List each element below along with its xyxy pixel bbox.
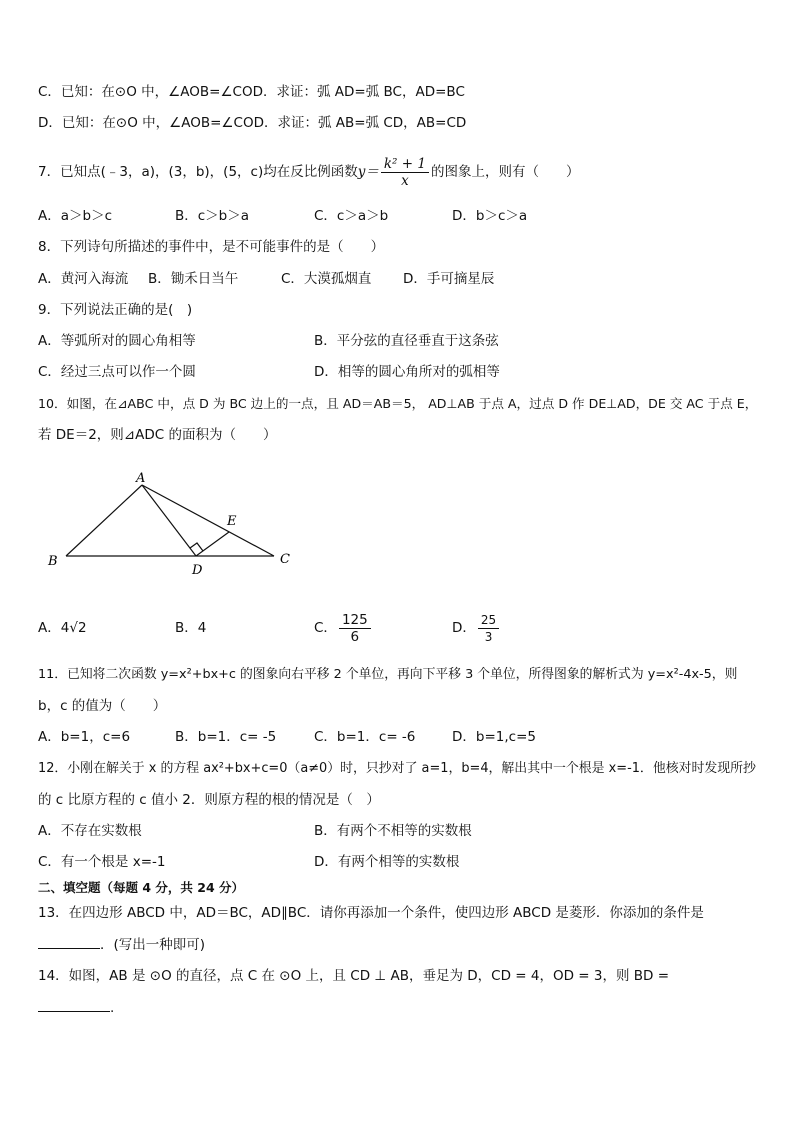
q10-stem-line2: 若 DE＝2，则⊿ADC 的面积为（ ）: [38, 427, 277, 443]
q13-answer-blank[interactable]: [38, 936, 100, 949]
q9-option-d: D．相等的圆心角所对的弧相等: [314, 364, 500, 380]
q10-option-d-den: 3: [484, 630, 493, 644]
q13-stem-line2: [38, 936, 205, 954]
q13-stem-line1: 13．在四边形 ABCD 中，AD＝BC，AD∥BC．请你再添加一个条件，使四边形 ABCD 是菱形．你添加的条件是: [38, 905, 704, 921]
q14-stem: 14．如图，AB 是 ⊙O 的直径，点 C 在 ⊙O 上，且 CD ⊥ AB，垂足为 D，CD = 4，OD = 3，则 BD =: [38, 968, 670, 984]
q10-option-c-num: 125: [339, 612, 371, 629]
q10-option-a-value: 4√2: [60, 620, 87, 636]
q7-option-d: D．b＞c＞a: [452, 208, 528, 224]
q7-option-b: B．c＞b＞a: [175, 208, 250, 224]
q6-option-d: D．已知：在⊙O 中，∠AOB=∠COD．求证：弧 AB=弧 CD，AB=CD: [38, 115, 467, 131]
q8-option-b: B．锄禾日当午: [148, 271, 239, 287]
segment-de: [196, 532, 229, 556]
q10-option-d-prefix: D．: [452, 620, 476, 636]
label-b: B: [48, 554, 58, 569]
q11-option-a: A．b=1，c=6: [38, 729, 131, 745]
q10-stem-line1: 10．如图，在⊿ABC 中，点 D 为 BC 边上的一点，且 AD＝AB＝5， AD⊥AB 于点 A，过点 D 作 DE⊥AD，DE 交 AC 于点 E，: [38, 396, 758, 411]
label-d: D: [192, 563, 203, 578]
q12-stem-line1: 12．小刚在解关于 x 的方程 ax²+bx+c=0（a≠0）时，只抄对了 a=1，b=4，解出其中一个根是 x=-1．他核对时发现所抄: [38, 761, 756, 776]
q10-option-d-num: 25: [478, 612, 499, 629]
q13-stem-tail: ．(写出一种即可): [100, 937, 206, 953]
q7-frac-den: x: [401, 172, 409, 189]
q12-option-a: A．不存在实数根: [38, 823, 142, 839]
q9-stem: 9．下列说法正确的是( ): [38, 302, 193, 318]
q8-option-a: A．黄河入海流: [38, 271, 129, 287]
q7-option-a: A．a＞b＞c: [38, 208, 112, 224]
segment-ab: [66, 485, 142, 556]
q10-option-c-den: 6: [350, 628, 360, 645]
q11-stem-line2: b，c 的值为（ ）: [38, 698, 167, 714]
q12-option-c: C．有一个根是 x=-1: [38, 854, 166, 870]
q12-stem-line2: 的 c 比原方程的 c 值小 2．则原方程的根的情况是（ ）: [38, 792, 380, 808]
q11-option-d: D．b=1,c=5: [452, 729, 536, 745]
label-a: A: [136, 471, 146, 486]
q7-stem-pre: 7．已知点(﹣3，a)，(3，b)，(5，c)均在反比例函数: [38, 164, 358, 180]
q8-stem: 8．下列诗句所描述的事件中，是不可能事件的是（ ）: [38, 239, 385, 255]
q7-option-c: C．c＞a＞b: [314, 208, 389, 224]
q10-option-c-prefix: C．: [314, 620, 337, 636]
q7-frac-num: k² + 1: [381, 156, 429, 173]
q10-option-c-fraction: [339, 612, 371, 645]
q14-end: .: [110, 1000, 115, 1016]
q8-option-c: C．大漠孤烟直: [281, 271, 372, 287]
q14-answer-blank[interactable]: [38, 999, 110, 1012]
q7-stem-post: 的图象上，则有（ ）: [430, 164, 580, 180]
q10-option-c: [314, 606, 373, 650]
q12-option-b: B．有两个不相等的实数根: [314, 823, 472, 839]
q9-option-c: C．经过三点可以作一个圆: [38, 364, 196, 380]
q7-func-y: y＝: [357, 164, 379, 180]
q11-option-b: B．b=1．c= -5: [175, 729, 277, 745]
q11-option-c: C．b=1．c= -6: [314, 729, 416, 745]
q10-option-d: [452, 606, 501, 650]
q11-stem-line1: 11．已知将二次函数 y=x²+bx+c 的图象向右平移 2 个单位，再向下平移 3 个单位，所得图象的解析式为 y=x²-4x-5，则: [38, 667, 738, 682]
q10-option-b: B．4: [175, 620, 207, 636]
q10-option-a-prefix: A．: [38, 620, 61, 636]
segment-ad: [142, 485, 196, 556]
q10-option-a: [38, 619, 87, 637]
q8-option-d: D．手可摘星辰: [403, 271, 495, 287]
q7-fraction: [381, 156, 429, 189]
q9-option-a: A．等弧所对的圆心角相等: [38, 333, 196, 349]
q6-option-c: C．已知：在⊙O 中，∠AOB=∠COD．求证：弧 AD=弧 BC，AD=BC: [38, 84, 465, 100]
q12-option-d: D．有两个相等的实数根: [314, 854, 460, 870]
label-e: E: [227, 514, 237, 529]
q10-option-d-fraction: [478, 612, 499, 645]
q7-stem: [38, 155, 579, 189]
q10-triangle-figure: [40, 465, 340, 585]
label-c: C: [280, 552, 290, 567]
section-2-heading: 二、填空题（每题 4 分，共 24 分）: [38, 880, 245, 895]
q14-answer-line: [38, 999, 114, 1017]
q9-option-b: B．平分弦的直径垂直于这条弦: [314, 333, 499, 349]
segment-ac: [142, 485, 274, 556]
